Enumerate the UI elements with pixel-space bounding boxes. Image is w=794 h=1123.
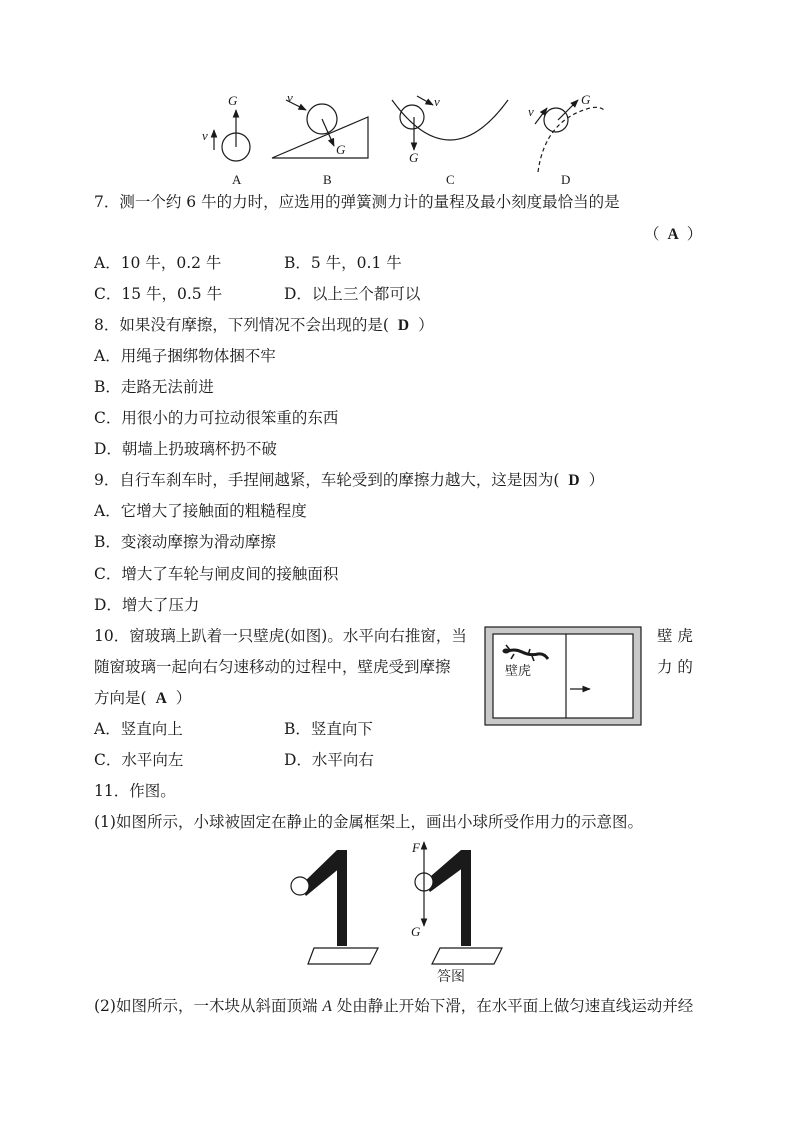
q9-option-c: C．增大了车轮与闸皮间的接触面积 [94, 565, 339, 583]
q10-answer: A [155, 690, 167, 707]
label-g-a: G [228, 93, 238, 108]
q10-line3 [94, 688, 191, 709]
q10-close: ） [175, 689, 192, 707]
q9-option-b: B．变滚动摩擦为滑动摩擦 [94, 533, 276, 551]
label-v-b: v [287, 90, 293, 105]
q7-option-c: C．15 牛，0.5 牛 [94, 285, 223, 303]
q11-part2 [94, 996, 693, 1017]
q8-close: ） [418, 316, 434, 334]
q11-part2-b: 处由静止开始下滑，在水平面上做匀速直线运动并经 [331, 997, 694, 1015]
q9-answer: D [568, 472, 580, 489]
q7-answer-bracket [644, 224, 702, 245]
diagram-label-a: A [232, 172, 242, 187]
diagram-b [272, 90, 368, 158]
label-v-c: v [434, 94, 440, 109]
q11-title: 11．作图。 [94, 782, 176, 800]
q10-line2: 随窗玻璃一起向右匀速移动的过程中，壁虎受到摩擦 [94, 658, 451, 676]
answer-figure-caption: 答图 [437, 969, 465, 985]
q9-option-d: D．增大了压力 [94, 596, 200, 614]
q7-option-d: D．以上三个都可以 [284, 285, 421, 303]
q8-stem-line [94, 315, 434, 336]
gecko-label: 壁虎 [505, 664, 532, 679]
diagram-c [392, 94, 508, 165]
q7-close: ） [686, 225, 703, 243]
q8-option-d: D．朝墙上扔玻璃杯扔不破 [94, 440, 277, 458]
q7-option-b: B．5 牛，0.1 牛 [284, 254, 402, 272]
q8-option-a: A．用绳子捆绑物体捆不牢 [94, 347, 276, 365]
diagram-label-c: C [446, 172, 455, 187]
figure-6-diagrams [0, 0, 794, 190]
diagram-a [202, 93, 250, 161]
label-g-c: G [409, 150, 419, 165]
q10-option-a: A．竖直向上 [94, 720, 183, 738]
force-f-label: F [412, 840, 420, 855]
q8-stem: 8．如果没有摩擦，下列情况不会出现的是( [94, 316, 389, 334]
q8-answer: D [397, 317, 410, 334]
label-v-d: v [528, 104, 534, 119]
diagram-label-d: D [561, 172, 571, 187]
q8-option-c: C．用很小的力可拉动很笨重的东西 [94, 409, 339, 427]
q11-part2-a: (2)如图所示，一木块从斜面顶端 [94, 997, 323, 1015]
q10-option-c: C．水平向左 [94, 751, 184, 769]
frame-answer [411, 840, 502, 964]
label-v-a: v [202, 128, 208, 143]
label-g-d: G [581, 92, 591, 107]
q8-option-b: B．走路无法前进 [94, 378, 214, 396]
q10-option-b: B．竖直向下 [284, 720, 373, 738]
q7-stem: 7．测一个约 6 牛的力时，应选用的弹簧测力计的量程及最小刻度最恰当的是 [94, 193, 620, 211]
diagram-label-b: B [323, 172, 332, 187]
q9-option-a: A．它增大了接触面的粗糙程度 [94, 502, 307, 520]
force-g-label: G [411, 924, 421, 939]
q11-part1: (1)如图所示，小球被固定在静止的金属框架上，画出小球所受作用力的示意图。 [94, 813, 643, 831]
diagram-d [528, 92, 604, 172]
q9-close: ） [588, 471, 605, 489]
q10-line1: 10．窗玻璃上趴着一只壁虎(如图)。水平向右推窗，当 [94, 627, 467, 645]
q9-stem-line [94, 470, 604, 491]
q11-point-a: A [322, 998, 332, 1015]
q10-line1-tail: 壁 虎 [657, 627, 693, 645]
frame-question [291, 850, 378, 964]
q9-stem: 9．自行车刹车时，手捏闸越紧，车轮受到的摩擦力越大，这是因为( [94, 471, 560, 489]
q10-option-d: D．水平向右 [284, 751, 374, 769]
q7-open: （ [644, 225, 660, 243]
q10-line2-tail: 力 的 [657, 658, 693, 676]
q10-stem-end: 方向是( [94, 689, 147, 707]
label-g-b: G [336, 142, 346, 157]
q7-answer: A [667, 226, 679, 243]
frame-figures [0, 838, 794, 958]
q7-option-a: A．10 牛，0.2 牛 [94, 254, 222, 272]
